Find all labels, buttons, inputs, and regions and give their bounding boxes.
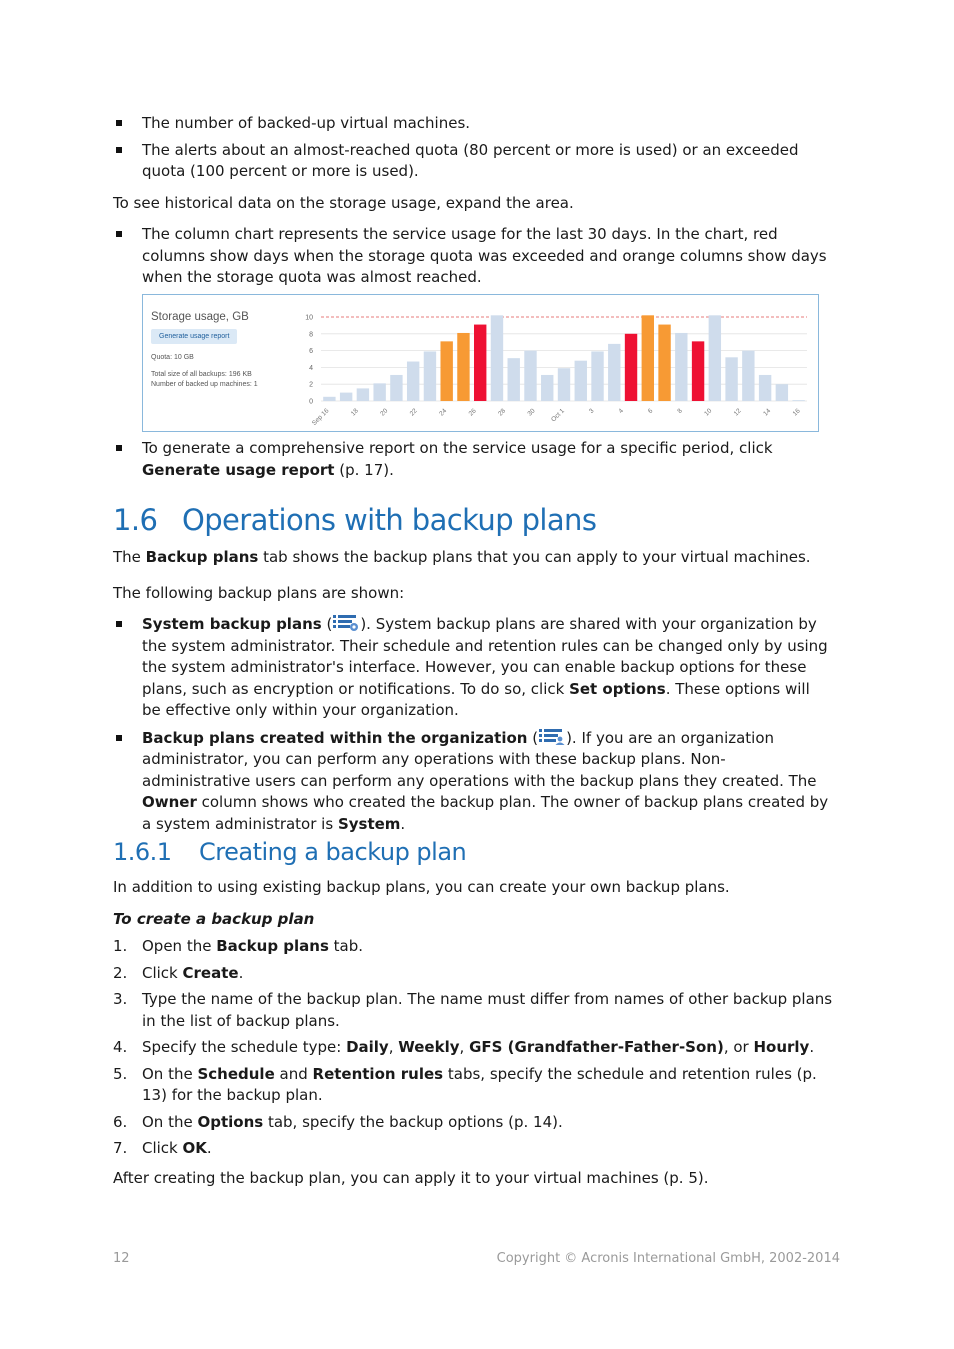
x-tick-label: 20 [379,407,390,418]
step-number: 6. [113,1112,128,1131]
list-item [113,1064,833,1107]
procedure-title: To create a backup plan [113,910,315,928]
text: , [459,1038,470,1056]
chart-bar [491,315,503,401]
chart-bar [792,400,804,401]
x-tick-label: 30 [526,407,537,418]
text: Click [142,963,183,982]
report-bullet-list [113,438,831,481]
chart-bar [692,341,704,401]
text: . [238,963,244,982]
x-tick-label: 12 [732,407,743,418]
section-title: Operations with backup plans [182,503,597,537]
chart-bar [591,351,603,401]
text: ). [566,728,577,747]
step-number: 3. [113,990,128,1008]
section-paragraph [113,547,833,569]
system-backup-plans-term: System backup plans [142,615,322,633]
list-item: The column chart represents the service usage for the last 30 days. In the chart, red columns show days when the storage quota was exceeded and orange columns show days when the storage quota was almost reached. [113,224,831,289]
text: ). [360,615,371,633]
subsection-title: Creating a backup plan [199,838,467,866]
x-tick-label: 22 [408,407,419,418]
text: tab, specify the backup options (p. 14). [263,1112,563,1131]
intro-bullet-list [113,113,831,183]
x-tick-label: 24 [438,407,449,418]
chart-bar [340,393,352,401]
list-item [113,614,831,722]
create-term: Create [182,963,239,982]
following-paragraph: The following backup plans are shown: [113,584,405,602]
y-tick-label: 10 [305,314,313,322]
backup-plans-term: Backup plans [216,937,329,955]
text: Open the [142,937,217,955]
chart-bar [424,351,436,401]
chart-bullet-list [113,224,831,289]
list-item [113,438,831,481]
text: tabs, specify the schedule and retention rules (p. 13) for the backup plan. [142,1064,817,1104]
x-tick-label: 26 [467,407,478,418]
text: . [400,814,406,833]
total-size-label: Total size of all backups: 196 KB [151,371,252,378]
text: If you are an organization administrator, you can perform any operations with these backup plans. Non-administrative users can perform any operations with the backup plans they created. The [142,728,817,790]
x-tick-label: 4 [617,407,625,415]
system-term: System [337,814,401,833]
chart-bar [625,334,637,401]
section-heading [113,500,596,540]
chart-bar [675,333,687,401]
chart-title: Storage usage, GB [151,311,249,323]
text: ( [527,728,539,747]
x-tick-label: 6 [646,407,655,415]
text: column shows who created the backup plan. The owner of backup plans created by a system administrator is [142,793,829,833]
text: , or [723,1038,754,1056]
text: and [274,1064,313,1083]
list-item [113,728,831,836]
storage-usage-chart [143,295,820,433]
step-number: 7. [113,1139,128,1157]
chart-bar [642,315,654,401]
step-number: 1. [113,937,128,955]
procedure-steps [113,936,833,1160]
subsection-number: 1.6.1 [113,838,172,866]
list-item [113,936,833,958]
text: Type the name of the backup plan. The name must differ from names of other backup plans in the list of backup plans. [142,990,833,1030]
backup-plans-term: Backup plans [145,548,259,566]
y-tick-label: 4 [309,364,313,372]
chart-bar [474,325,486,401]
list-item [113,1138,833,1160]
x-tick-label: 3 [587,407,596,415]
step-number: 5. [113,1064,128,1083]
subsection-paragraph: In addition to using existing backup plans, you can create your own backup plans. [113,878,730,896]
chart-bar [524,351,536,401]
chart-bar [323,397,335,401]
chart-bar [742,351,754,401]
gfs-term: GFS (Grandfather-Father-Son) [469,1038,724,1056]
text: tab shows the backup plans that you can apply to your virtual machines. [258,548,811,566]
chart-bar [709,315,721,401]
step-number: 2. [113,963,128,982]
text: . [809,1038,815,1056]
y-tick-label: 6 [309,348,313,356]
retention-rules-term: Retention rules [312,1064,444,1083]
y-tick-label: 0 [309,398,313,406]
owner-term: Owner [142,793,197,811]
list-item: The alerts about an almost-reached quota (80 percent or more is used) or an exceeded quota (100 percent or more is used). [113,140,831,183]
report-text: To generate a comprehensive report on the service usage for a specific period, click [142,439,773,457]
y-tick-label: 8 [309,331,313,339]
historical-paragraph: To see historical data on the storage usage, expand the area. [113,194,574,212]
list-item [113,963,833,985]
copyright: Copyright © Acronis International GmbH, 2002-2014 [496,1251,840,1266]
x-tick-label: Sep 16 [310,407,331,427]
chart-bar [508,358,520,401]
list-item [113,1112,833,1134]
chart-bar [457,333,469,401]
chart-bar [558,368,570,401]
text: . [206,1139,212,1157]
chart-bar [658,325,670,401]
x-tick-label: 16 [791,407,802,418]
hourly-term: Hourly [753,1038,810,1056]
quota-label: Quota: 10 GB [151,354,194,361]
x-tick-label: 8 [676,407,684,415]
y-tick-label: 2 [309,381,313,389]
list-item: The number of backed-up virtual machines. [113,113,831,135]
system-backup-plan-icon [332,614,360,632]
step-number: 4. [113,1038,128,1056]
text: , [388,1038,399,1056]
daily-term: Daily [346,1038,389,1056]
organization-backup-plans-term: Backup plans created within the organization [142,728,528,747]
text: tab. [328,937,364,955]
chart-bar [390,375,402,401]
text: System backup plans are shared with your organization by the system administrator. Their schedule and retention rules can be changed only by using the system administrator's interface. However, you can enable backup options for these plans, such as encryption or notifications. To do so, click [142,615,828,698]
x-tick-label: 14 [762,407,773,418]
generate-usage-report-button[interactable]: Generate usage report [151,329,237,344]
chart-bar [725,357,737,401]
chart-bar [575,361,587,401]
chart-bar [407,362,419,401]
chart-bar [776,384,788,401]
list-item [113,1037,833,1059]
text: ( [321,615,333,633]
text: On the [142,1112,198,1131]
chart-bar [608,344,620,401]
schedule-term: Schedule [197,1064,275,1083]
machines-label: Number of backed up machines: 1 [151,381,258,388]
page-number: 12 [113,1251,130,1266]
set-options-term: Set options [569,679,666,698]
x-tick-label: 18 [349,407,360,418]
options-term: Options [197,1112,264,1131]
report-page-ref: (p. 17). [334,460,394,479]
storage-usage-panel [142,294,819,432]
ok-term: OK [182,1139,207,1157]
weekly-term: Weekly [398,1038,460,1056]
x-tick-label: Oct 1 [550,407,567,424]
subsection-heading [113,835,466,869]
text: On the [142,1064,198,1083]
x-tick-label: 10 [703,407,714,418]
organization-backup-plan-icon [538,728,566,746]
chart-bar [759,375,771,401]
chart-bar [373,383,385,401]
text: The [113,548,146,566]
chart-bar [541,375,553,401]
x-tick-label: 28 [497,407,508,418]
text: Click [142,1139,183,1157]
generate-usage-report-ref: Generate usage report [142,460,335,479]
chart-bar [357,388,369,401]
section-number: 1.6 [113,503,158,537]
plan-bullet-list [113,614,831,835]
text: Specify the schedule type: [142,1038,347,1056]
list-item [113,989,833,1032]
chart-bar [440,341,452,401]
after-paragraph: After creating the backup plan, you can apply it to your virtual machines (p. 5). [113,1169,709,1187]
text: . These options will be effective only within your organization. [142,679,810,719]
